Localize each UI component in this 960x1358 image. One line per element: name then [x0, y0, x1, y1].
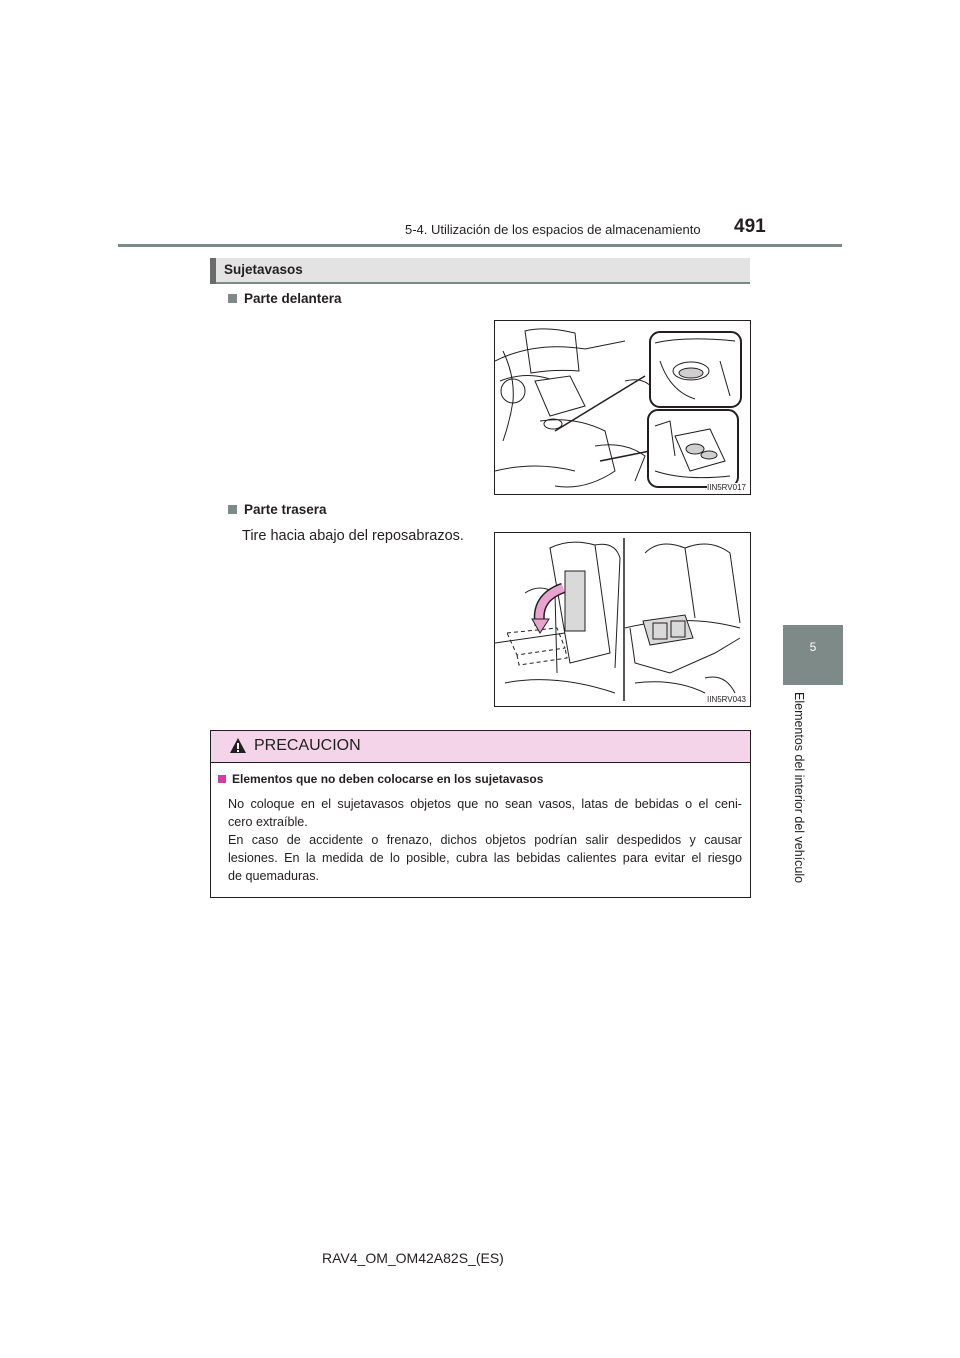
caution-title: PRECAUCION — [254, 737, 361, 754]
front-heading-text: Parte delantera — [244, 291, 342, 306]
caution-text-line: de quemaduras. — [228, 869, 320, 883]
page-number: 491 — [734, 216, 766, 237]
header-rule — [118, 244, 842, 247]
square-bullet-icon — [218, 775, 226, 783]
manual-code: RAV4_OM_OM42A82S_(ES) — [322, 1250, 504, 1266]
rear-figure-code: IIN5RV043 — [707, 695, 746, 704]
chapter-tab — [783, 625, 843, 685]
rear-heading — [228, 502, 327, 517]
caution-subheading — [218, 772, 543, 786]
chapter-number: 5 — [809, 640, 817, 654]
caution-header — [211, 731, 750, 763]
caution-text-line: En caso de accidente o frenazo, dichos objetos podrían salir despedidos y causar — [228, 833, 742, 847]
rear-instruction: Tire hacia abajo del reposabrazos. — [242, 528, 464, 544]
caution-subheading-text: Elementos que no deben colocarse en los sujetavasos — [232, 772, 544, 786]
section-heading-bar — [210, 258, 750, 284]
square-bullet-icon — [228, 505, 237, 514]
chapter-title-text: Elementos del interior del vehículo — [792, 692, 806, 884]
rear-armrest-illustration — [495, 533, 750, 706]
caution-text-line: cero extraíble. — [228, 815, 308, 829]
warning-triangle-icon — [229, 737, 247, 754]
header-section-title: 5-4. Utilización de los espacios de almacenamiento — [405, 222, 701, 237]
rear-armrest-figure — [494, 532, 751, 707]
caution-text-line: No coloque en el sujetavasos objetos que no sean vasos, latas de bebidas o el ceni- — [228, 797, 742, 811]
front-figure-code: IIN5RV017 — [707, 483, 746, 492]
section-title: Sujetavasos — [224, 262, 303, 277]
caution-text-line: lesiones. En la medida de lo posible, cubra las bebidas calientes para evitar el riesgo — [228, 851, 742, 865]
front-cupholder-figure — [494, 320, 751, 495]
rear-heading-text: Parte trasera — [244, 502, 327, 517]
chapter-title — [790, 692, 806, 902]
front-console-illustration — [495, 321, 750, 494]
caution-paragraph-1 — [228, 795, 742, 885]
front-heading — [228, 291, 342, 306]
caution-box — [210, 730, 751, 898]
section-accent — [210, 258, 216, 284]
square-bullet-icon — [228, 294, 237, 303]
